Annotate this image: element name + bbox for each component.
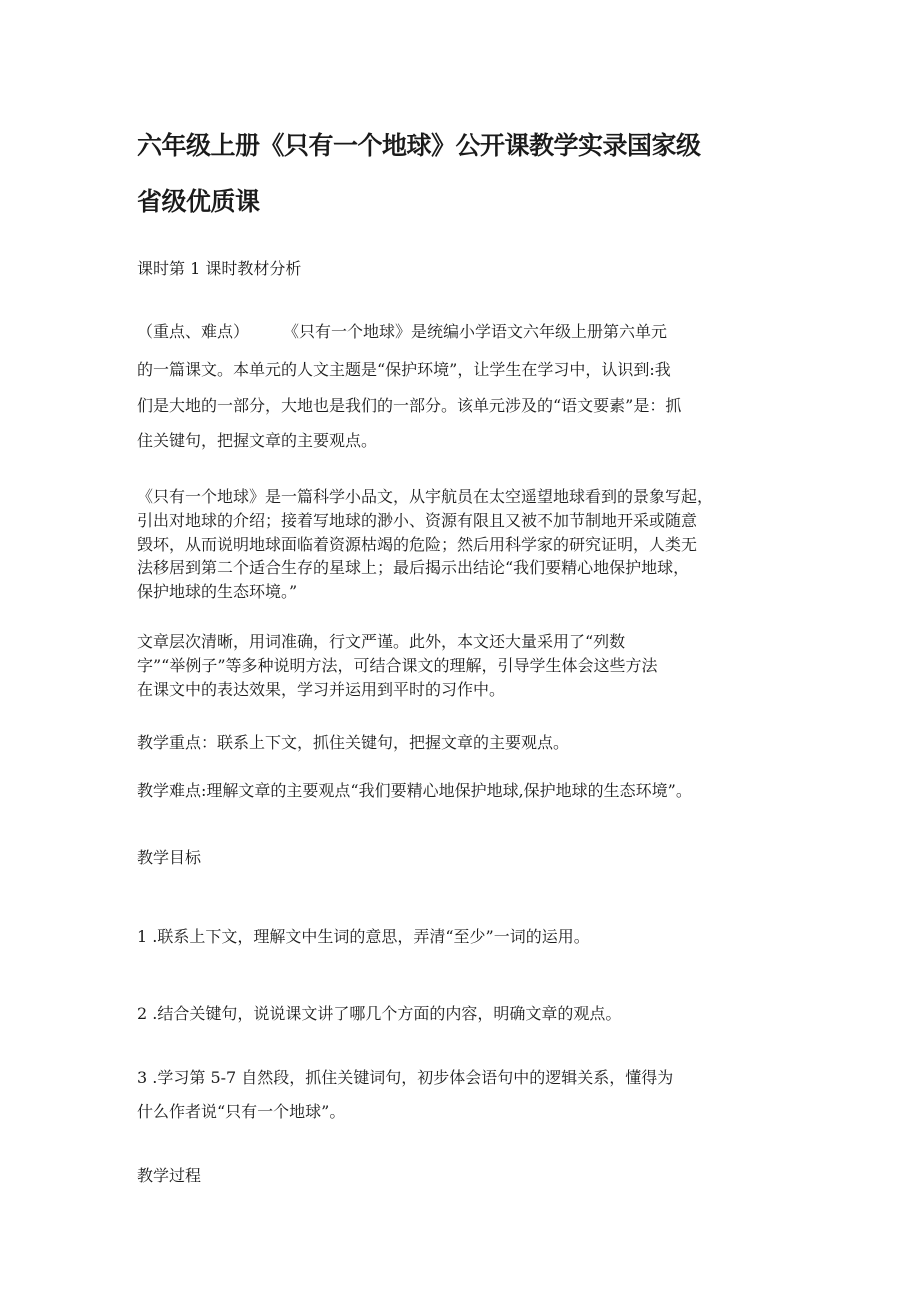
analysis-paragraph-1-line-3: 们是大地的一部分，大地也是我们的一部分。该单元涉及的“语文要素”是：抓	[137, 396, 682, 415]
document-title-line-1: 六年级上册《只有一个地球》公开课教学实录国家级	[137, 131, 701, 160]
analysis-paragraph-3-line-3: 在课文中的表达效果，学习并运用到平时的习作中。	[137, 680, 506, 699]
teaching-key-point: 教学重点：联系上下文，抓住关键句，把握文章的主要观点。	[137, 733, 570, 752]
analysis-paragraph-3-line-1: 文章层次清晰，用词准确，行文严谨。此外，本文还大量采用了“列数	[137, 632, 626, 651]
analysis-paragraph-2-line-3: 毁坏，从而说明地球面临着资源枯竭的危险；然后用科学家的研究证明，人类无	[137, 535, 698, 554]
teaching-difficulty: 教学难点:理解文章的主要观点“我们要精心地保护地球,保护地球的生态环境”。	[137, 781, 692, 800]
analysis-paragraph-1-line-2: 的一篇课文。本单元的人文主题是“保护环境”，让学生在学习中，认识到:我	[137, 360, 671, 379]
analysis-paragraph-2-line-4: 法移居到第二个适合生存的星球上；最后揭示出结论“我们要精心地保护地球，	[137, 558, 690, 577]
analysis-paragraph-1-text: 《只有一个地球》是统编小学语文六年级上册第六单元	[283, 322, 668, 341]
goal-item-3-continued: 什么作者说“只有一个地球”。	[137, 1102, 346, 1121]
document-title-line-2: 省级优质课	[137, 187, 260, 216]
analysis-paragraph-1-line-1	[137, 322, 667, 342]
goal-item-3: 3 .学习第 5-7 自然段，抓住关键词句，初步体会语句中的逻辑关系，懂得为	[137, 1068, 674, 1087]
analysis-lead-label: （重点、难点）	[137, 322, 250, 341]
analysis-paragraph-1-line-4: 住关键句，把握文章的主要观点。	[137, 431, 378, 450]
analysis-paragraph-3-line-2: 字”“举例子”等多种说明方法，可结合课文的理解，引导学生体会这些方法	[137, 656, 658, 675]
analysis-paragraph-2-line-5: 保护地球的生态环境。”	[137, 582, 298, 601]
analysis-paragraph-2-line-2: 引出对地球的介绍；接着写地球的渺小、资源有限且又被不加节制地开采或随意	[137, 511, 698, 530]
teaching-process-heading: 教学过程	[137, 1166, 202, 1185]
teaching-goals-heading: 教学目标	[137, 848, 202, 867]
goal-item-2: 2 .结合关键句，说说课文讲了哪几个方面的内容，明确文章的观点。	[137, 1004, 622, 1023]
goal-item-1: 1 .联系上下文，理解文中生词的意思，弄清“至少”一词的运用。	[137, 927, 590, 946]
analysis-paragraph-2-line-1: 《只有一个地球》是一篇科学小品文，从宇航员在太空遥望地球看到的景象写起，	[137, 487, 714, 506]
lesson-label: 课时第 1 课时教材分析	[137, 259, 302, 278]
